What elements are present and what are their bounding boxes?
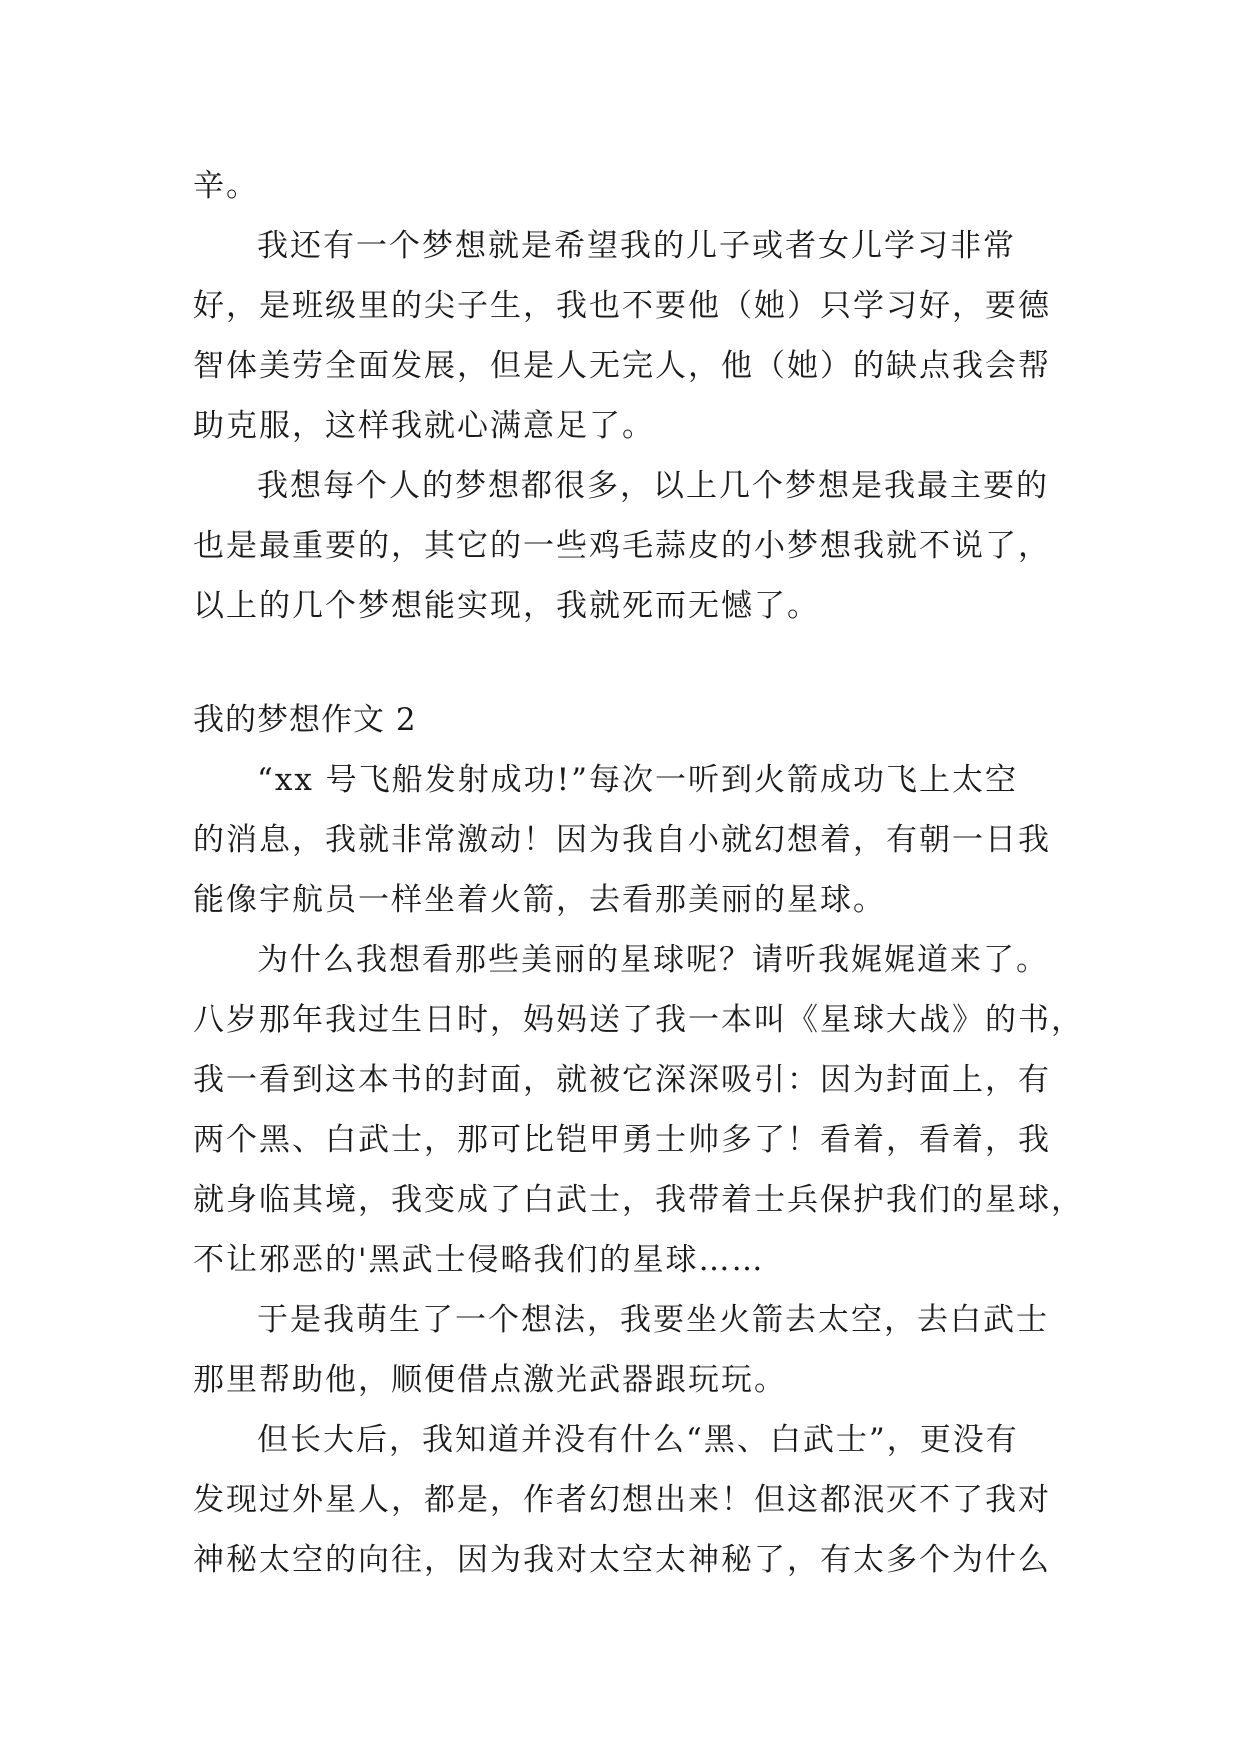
text-line: 于是我萌生了一个想法，我要坐火箭去太空，去白武士 — [257, 1302, 1049, 1338]
paragraph-continuation — [193, 156, 1073, 216]
text-line: 我想每个人的梦想都很多，以上几个梦想是我最主要的 — [257, 468, 1049, 504]
text-line: 智体美劳全面发展，但是人无完人，他（她）的缺点我会帮 — [193, 348, 1051, 384]
text-line: 八岁那年我过生日时，妈妈送了我一本叫《星球大战》的书， — [193, 1002, 1084, 1038]
text-line: 不让邪恶的'黑武士侵略我们的星球…… — [193, 1242, 765, 1278]
text-line: 发现过外星人，都是，作者幻想出来！但这都泯灭不了我对 — [193, 1482, 1051, 1518]
section-gap — [193, 636, 1073, 690]
text-line: 也是最重要的，其它的一些鸡毛蒜皮的小梦想我就不说了， — [193, 528, 1051, 564]
text-line: 的消息，我就非常激动！因为我自小就幻想着，有朝一日我 — [193, 822, 1051, 858]
paragraph-idea — [193, 1290, 1073, 1410]
paragraph-launch-news — [193, 750, 1073, 930]
text-line: 为什么我想看那些美丽的星球呢？请听我娓娓道来了。 — [257, 942, 1049, 978]
paragraph-conclusion — [193, 456, 1073, 636]
text-line: “xx 号飞船发射成功!”每次一听到火箭成功飞上太空 — [257, 762, 1018, 798]
text-line: 两个黑、白武士，那可比铠甲勇士帅多了！看着，看着，我 — [193, 1122, 1051, 1158]
text-line: 能像宇航员一样坐着火箭，去看那美丽的星球。 — [193, 882, 886, 918]
text-line: 以上的几个梦想能实现，我就死而无憾了。 — [193, 588, 820, 624]
text-line: 但长大后，我知道并没有什么“黑、白武士”，更没有 — [257, 1422, 1019, 1458]
text-line: 神秘太空的向往，因为我对太空太神秘了，有太多个为什么 — [193, 1542, 1051, 1578]
paragraph-star-wars-book — [193, 930, 1084, 1290]
paragraph-second-dream — [193, 216, 1073, 456]
section-heading: 我的梦想作文 2 — [193, 702, 417, 738]
text-line: 助克服，这样我就心满意足了。 — [193, 408, 655, 444]
text-line: 好，是班级里的尖子生，我也不要他（她）只学习好，要德 — [193, 288, 1051, 324]
paragraph-growing-up — [193, 1410, 1073, 1590]
text-line: 就身临其境，我变成了白武士，我带着士兵保护我们的星球， — [193, 1182, 1084, 1218]
document-body — [193, 156, 1084, 1590]
text-line: 那里帮助他，顺便借点激光武器跟玩玩。 — [193, 1362, 787, 1398]
text-line: 我还有一个梦想就是希望我的儿子或者女儿学习非常 — [257, 228, 1016, 264]
text-line: 辛。 — [193, 168, 259, 204]
text-line: 我一看到这本书的封面，就被它深深吸引：因为封面上，有 — [193, 1062, 1051, 1098]
